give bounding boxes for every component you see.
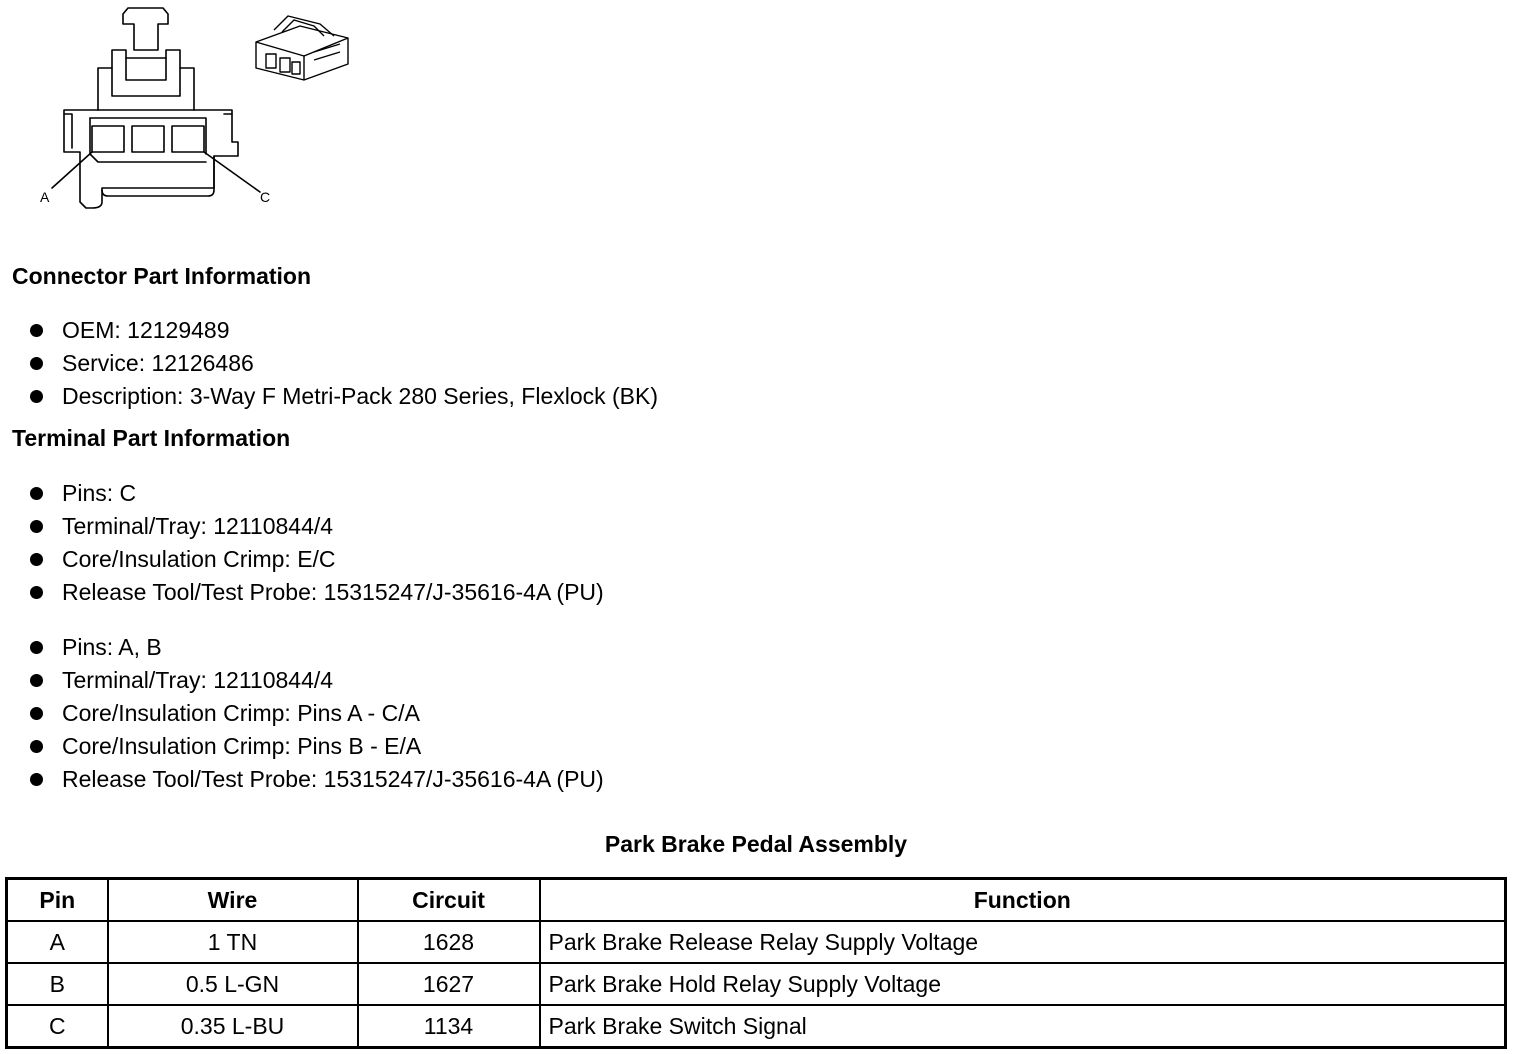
connector-part-info-list xyxy=(0,314,658,413)
list-item-text: Service: 12126486 xyxy=(62,350,254,376)
bullet-icon xyxy=(30,487,43,500)
list-item xyxy=(0,510,604,543)
pin-label-a: A xyxy=(40,189,50,205)
list-item-text: Terminal/Tray: 12110844/4 xyxy=(62,513,334,539)
bullet-icon xyxy=(30,357,43,370)
list-item-text: Release Tool/Test Probe: 15315247/J-35616-4A (PU) xyxy=(62,579,604,605)
pin-label-c: C xyxy=(260,189,271,205)
bullet-icon xyxy=(30,324,43,337)
list-item xyxy=(0,697,604,730)
list-item-text: Terminal/Tray: 12110844/4 xyxy=(62,667,334,693)
connector-diagram xyxy=(30,2,360,214)
list-item xyxy=(0,730,604,763)
connector-latch xyxy=(123,8,168,50)
list-item xyxy=(0,314,658,347)
cell-pin: A xyxy=(7,921,108,963)
bullet-icon xyxy=(30,520,43,533)
cell-function: Park Brake Hold Relay Supply Voltage xyxy=(540,963,1506,1005)
column-header-wire: Wire xyxy=(108,879,358,922)
cell-pin: B xyxy=(7,963,108,1005)
connector-part-info-heading: Connector Part Information xyxy=(12,263,312,289)
list-item xyxy=(0,664,604,697)
list-item-text: Core/Insulation Crimp: Pins A - C/A xyxy=(62,700,420,726)
connector-isometric-view xyxy=(256,16,348,80)
list-item xyxy=(0,477,604,510)
terminal-group-2-list xyxy=(0,631,604,796)
cell-circuit: 1134 xyxy=(358,1005,540,1048)
bullet-icon xyxy=(30,641,43,654)
cell-circuit: 1628 xyxy=(358,921,540,963)
list-item xyxy=(0,380,658,413)
column-header-circuit: Circuit xyxy=(358,879,540,922)
list-item-text: Core/Insulation Crimp: Pins B - E/A xyxy=(62,733,422,759)
list-item-text: Pins: C xyxy=(62,480,137,506)
cell-function: Park Brake Release Relay Supply Voltage xyxy=(540,921,1506,963)
list-item-text: Pins: A, B xyxy=(62,634,162,660)
terminal-group-1-list xyxy=(0,477,604,609)
cell-circuit: 1627 xyxy=(358,963,540,1005)
list-item-text: OEM: 12129489 xyxy=(62,317,230,343)
list-item xyxy=(0,347,658,380)
column-header-function: Function xyxy=(540,879,1506,922)
list-item xyxy=(0,543,604,576)
cell-wire: 1 TN xyxy=(108,921,358,963)
cavity-b xyxy=(132,126,164,152)
cell-pin: C xyxy=(7,1005,108,1048)
table-row xyxy=(7,963,1506,1005)
cavity-a xyxy=(92,126,124,152)
cell-function: Park Brake Switch Signal xyxy=(540,1005,1506,1048)
cell-wire: 0.35 L-BU xyxy=(108,1005,358,1048)
list-item xyxy=(0,576,604,609)
cell-wire: 0.5 L-GN xyxy=(108,963,358,1005)
column-header-pin: Pin xyxy=(7,879,108,922)
bullet-icon xyxy=(30,773,43,786)
list-item xyxy=(0,763,604,796)
bullet-icon xyxy=(30,674,43,687)
bullet-icon xyxy=(30,707,43,720)
bullet-icon xyxy=(30,390,43,403)
terminal-part-info-heading: Terminal Part Information xyxy=(12,425,291,451)
list-item-text: Release Tool/Test Probe: 15315247/J-35616-4A (PU) xyxy=(62,766,604,792)
list-item-text: Description: 3-Way F Metri-Pack 280 Series, Flexlock (BK) xyxy=(62,383,659,409)
bullet-icon xyxy=(30,586,43,599)
list-item xyxy=(0,631,604,664)
table-row xyxy=(7,921,1506,963)
bullet-icon xyxy=(30,553,43,566)
table-title: Park Brake Pedal Assembly xyxy=(604,831,908,857)
list-item-text: Core/Insulation Crimp: E/C xyxy=(62,546,336,572)
pinout-table xyxy=(5,877,1507,1049)
bullet-icon xyxy=(30,740,43,753)
cavity-c xyxy=(172,126,204,152)
table-header-row xyxy=(7,879,1506,922)
table-row xyxy=(7,1005,1506,1048)
